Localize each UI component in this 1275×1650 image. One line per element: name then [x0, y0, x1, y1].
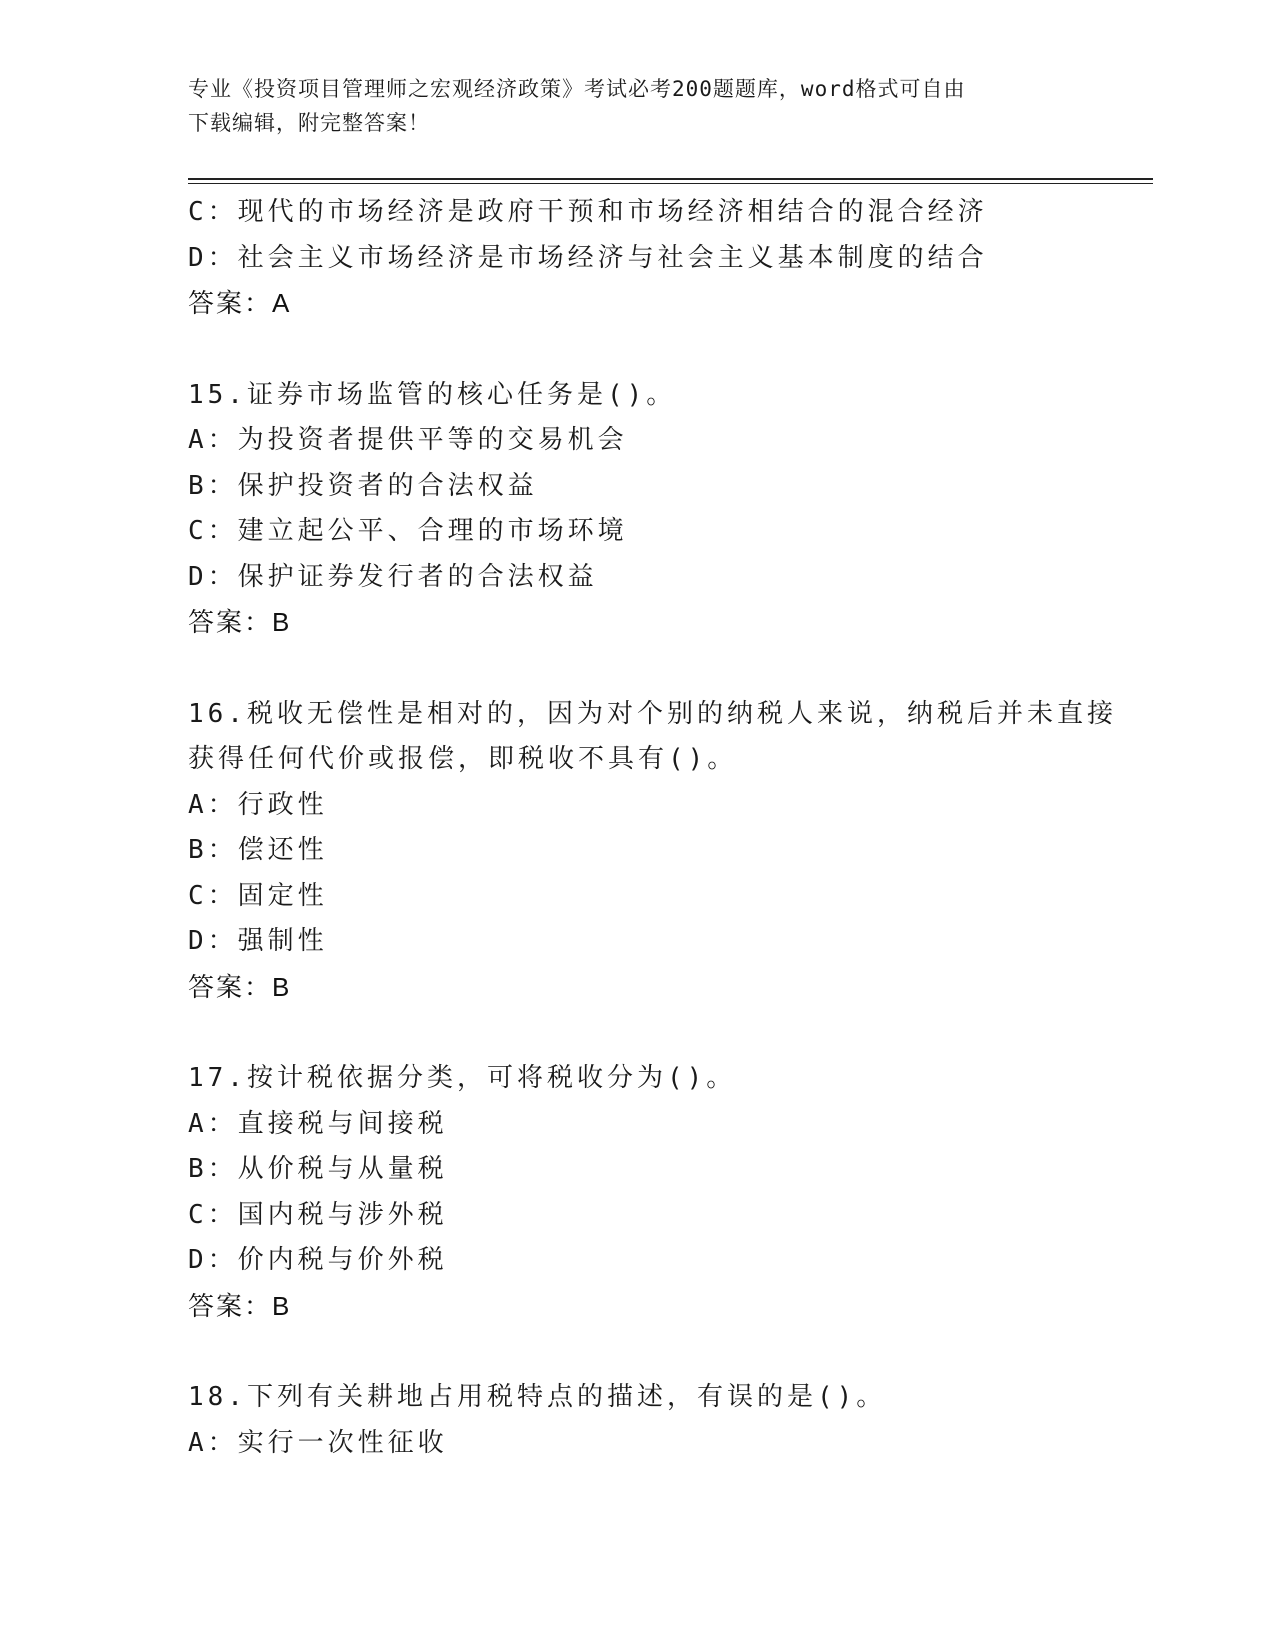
- question-block-16: [188, 692, 1117, 1011]
- spacer: [188, 327, 1108, 373]
- question-stem: 15.证券市场监管的核心任务是()。: [188, 379, 677, 410]
- header-line-1: 专业《投资项目管理师之宏观经济政策》考试必考200题题库，word格式可自由: [188, 77, 966, 101]
- option-a: A：实行一次性征收: [188, 1427, 448, 1458]
- question-stem: 17.按计税依据分类，可将税收分为()。: [188, 1063, 737, 1093]
- document-header: [188, 72, 1088, 140]
- option-d: D：强制性: [188, 926, 328, 956]
- question-block-18: [188, 1375, 1108, 1466]
- header-line-2: 下载编辑，附完整答案！: [188, 111, 430, 135]
- question-list: [188, 190, 1117, 1466]
- answer-line: 答案：B: [188, 971, 292, 1002]
- option-b: B：偿还性: [188, 835, 328, 865]
- question-stem: 18.下列有关耕地占用税特点的描述，有误的是()。: [188, 1382, 887, 1412]
- option-d: D：社会主义市场经济是市场经济与社会主义基本制度的结合: [188, 242, 988, 273]
- option-b: B：从价税与从量税: [188, 1154, 448, 1184]
- question-block-17: [188, 1056, 1108, 1329]
- option-d: D：价内税与价外税: [188, 1245, 448, 1275]
- spacer: [188, 1010, 1108, 1056]
- answer-line: 答案：A: [188, 288, 292, 318]
- option-c: C：现代的市场经济是政府干预和市场经济相结合的混合经济: [188, 197, 988, 227]
- option-b: B：保护投资者的合法权益: [188, 470, 538, 501]
- spacer: [188, 646, 1108, 692]
- header-divider-thick: [188, 178, 1153, 180]
- question-block-prev: [188, 190, 1108, 327]
- answer-line: 答案：B: [188, 607, 292, 637]
- option-a: A：为投资者提供平等的交易机会: [188, 425, 628, 455]
- option-c: C：建立起公平、合理的市场环境: [188, 516, 628, 546]
- question-stem-line-2: 获得任何代价或报偿，即税收不具有()。: [188, 744, 738, 774]
- option-a: A：直接税与间接税: [188, 1108, 448, 1139]
- option-d: D：保护证券发行者的合法权益: [188, 561, 598, 592]
- header-divider-thin: [188, 183, 1153, 184]
- option-c: C：固定性: [188, 880, 328, 911]
- option-c: C：国内税与涉外税: [188, 1199, 448, 1230]
- spacer: [188, 1329, 1108, 1375]
- question-stem-line-1: 16.税收无偿性是相对的，因为对个别的纳税人来说，纳税后并未直接: [188, 698, 1117, 729]
- answer-line: 答案：B: [188, 1290, 292, 1321]
- question-block-15: [188, 373, 1108, 646]
- option-a: A：行政性: [188, 789, 328, 820]
